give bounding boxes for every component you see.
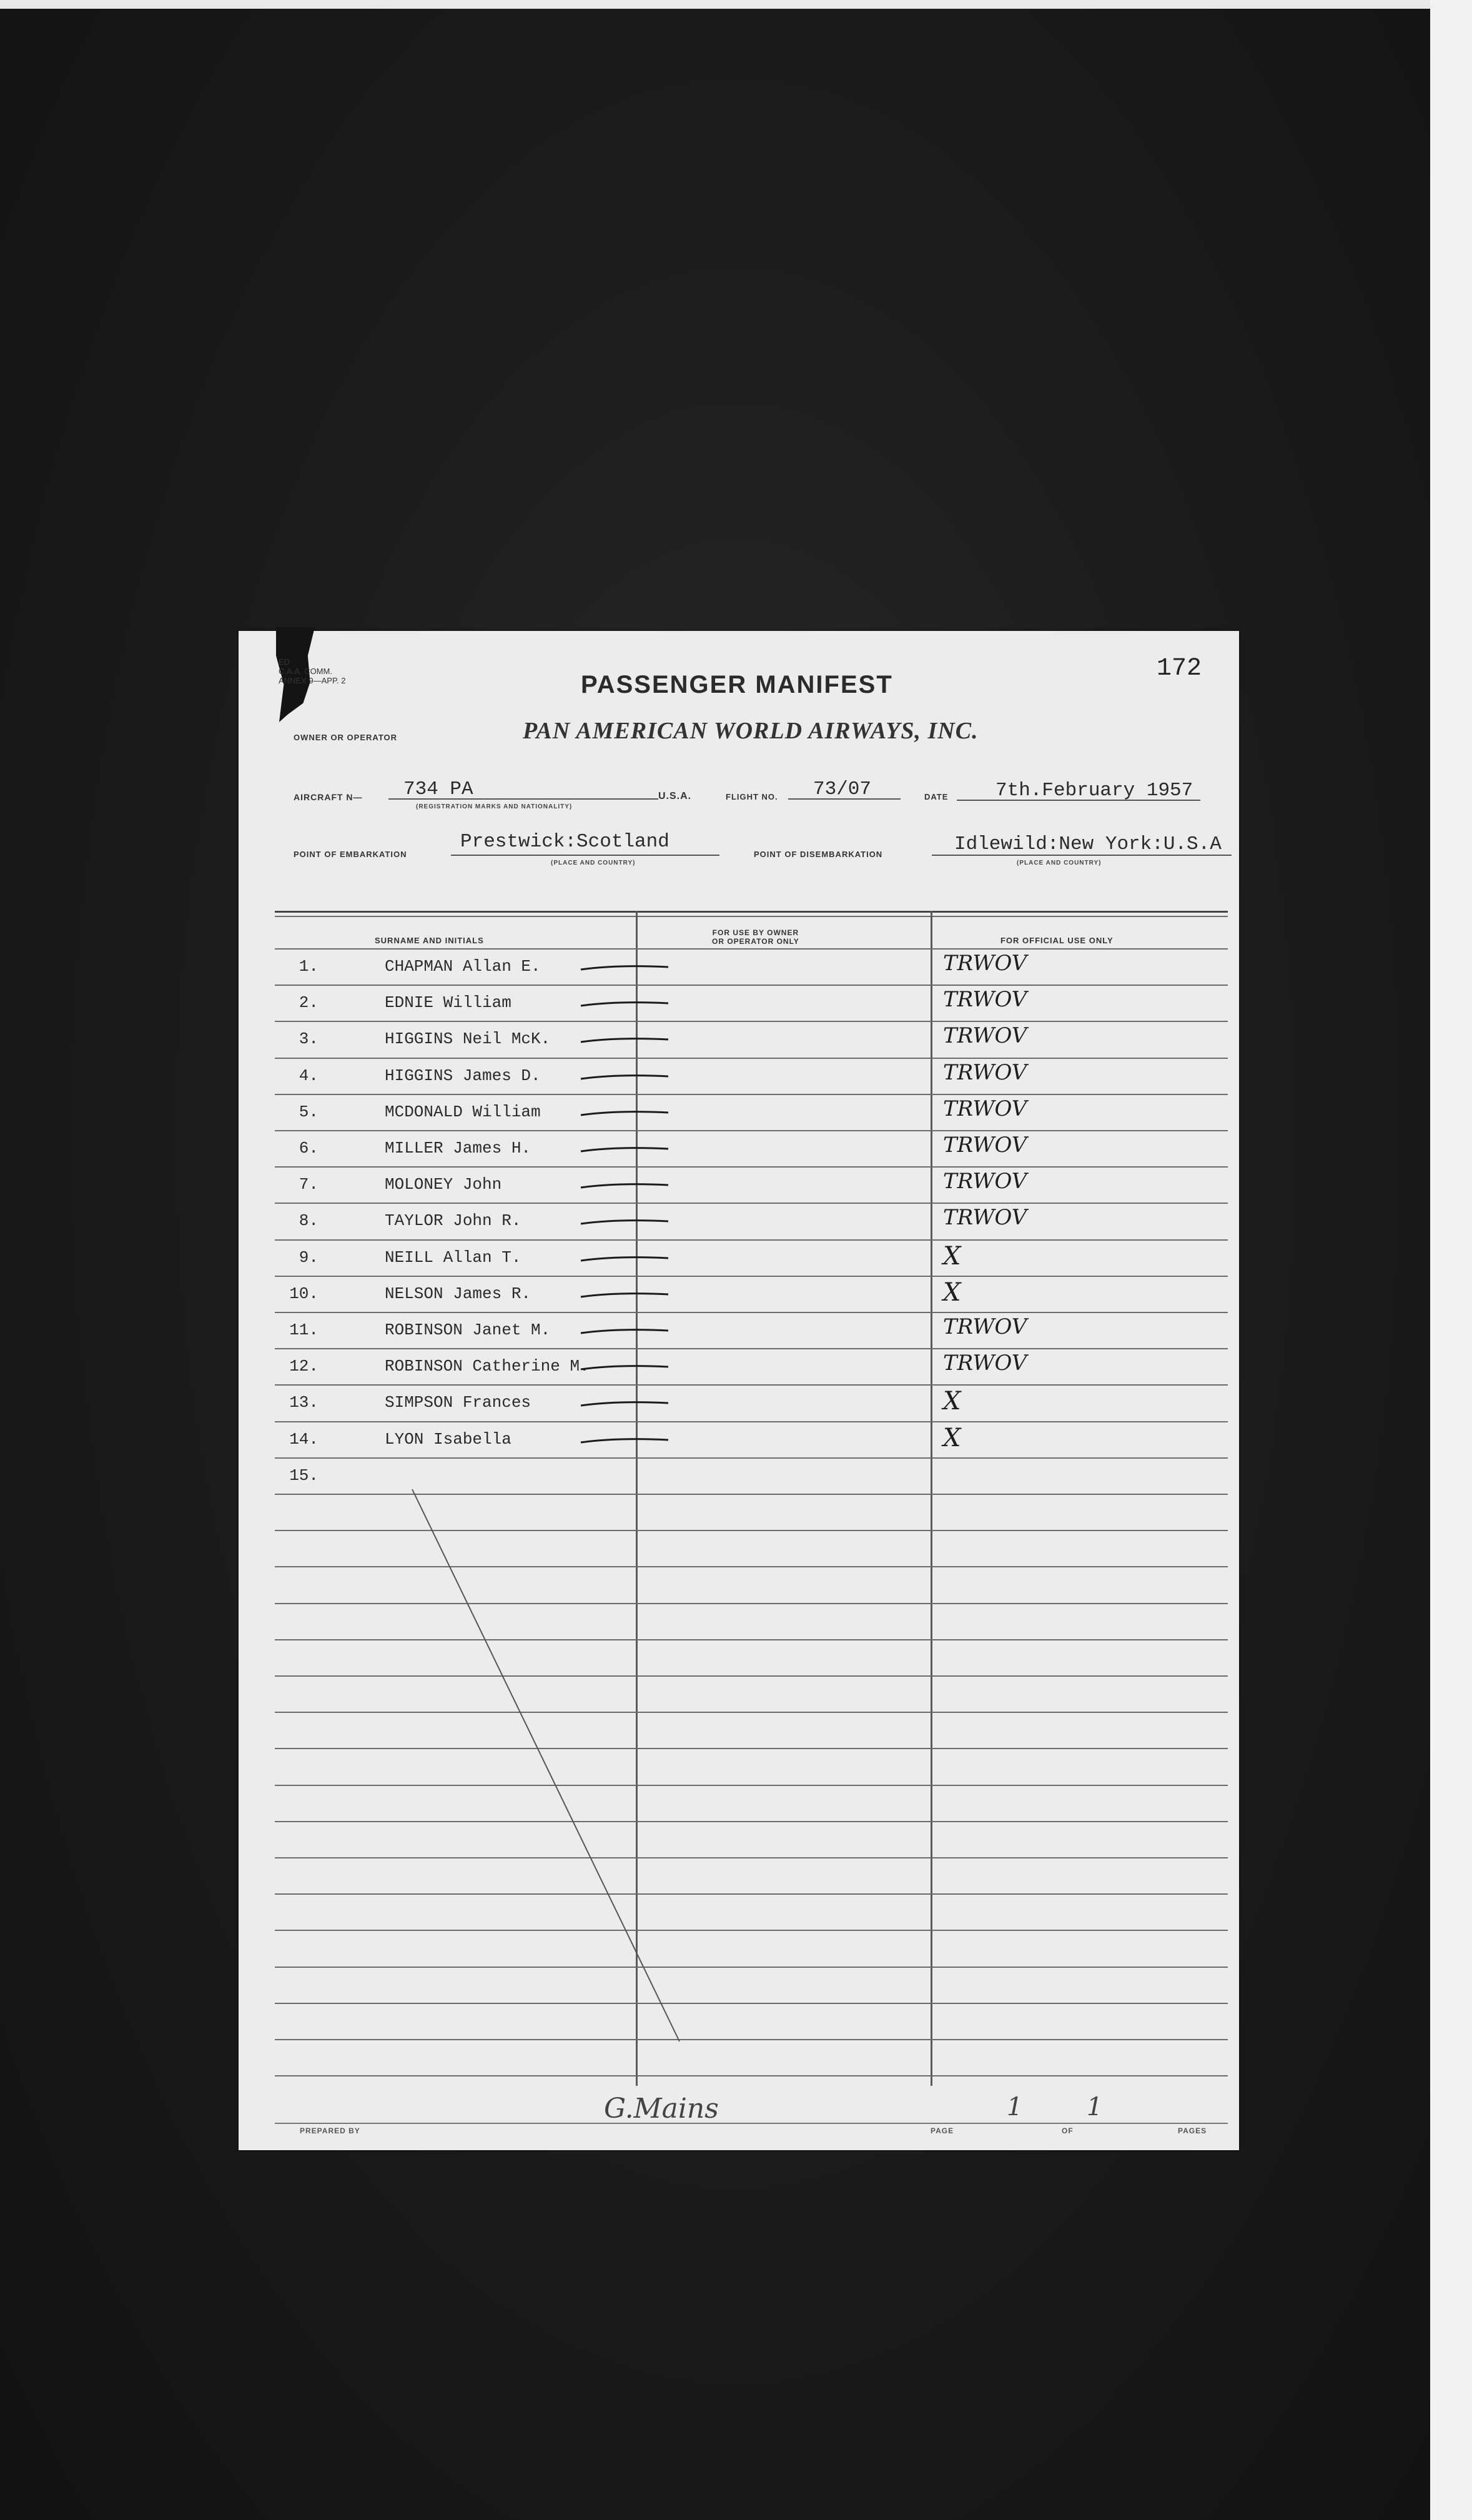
prepared-by-signature: G.Mains <box>604 2093 719 2125</box>
passenger-name: MCDONALD William <box>385 1102 541 1121</box>
scan-right-edge <box>1430 0 1472 2520</box>
passenger-table <box>275 911 1228 2086</box>
official-use-mark: TRWOV <box>943 1096 1027 1121</box>
embarkation-underline <box>451 855 719 856</box>
row-number: 1. <box>299 957 319 976</box>
page-label: PAGE <box>931 2126 954 2135</box>
aircraft-underline <box>388 798 658 800</box>
date-label: DATE <box>924 792 949 801</box>
embarkation-value: Prestwick:Scotland <box>460 831 669 853</box>
prepared-by-label: PREPARED BY <box>300 2126 360 2135</box>
official-use-mark: TRWOV <box>943 1059 1027 1085</box>
row-number: 6. <box>299 1139 319 1158</box>
flight-value: 73/07 <box>813 778 872 800</box>
flight-underline <box>788 798 901 800</box>
disembarkation-label: POINT OF DISEMBARKATION <box>754 850 883 859</box>
form-reference: ED C.A.A. COMM. ANNEX 9—APP. 2 <box>279 657 346 685</box>
date-value: 7th.February 1957 <box>995 780 1193 801</box>
embarkation-sublabel: (PLACE AND COUNTRY) <box>551 860 636 866</box>
official-use-mark: TRWOV <box>943 1351 1027 1376</box>
passenger-name: HIGGINS Neil McK. <box>385 1029 551 1049</box>
official-use-mark: TRWOV <box>943 1133 1027 1158</box>
row-number: 8. <box>299 1211 319 1231</box>
row-number: 14. <box>289 1429 319 1449</box>
row-number: 10. <box>289 1284 319 1303</box>
passenger-name: MILLER James H. <box>385 1139 531 1158</box>
row-number: 15. <box>289 1466 319 1485</box>
disembarkation-underline <box>932 855 1232 856</box>
page-number: 172 <box>1157 655 1202 683</box>
embarkation-label: POINT OF EMBARKATION <box>294 850 407 859</box>
scan-top-edge <box>0 0 1472 9</box>
column-header-owner-use: FOR USE BY OWNER OR OPERATOR ONLY <box>712 928 799 946</box>
passenger-name: ROBINSON Catherine M. <box>385 1357 590 1376</box>
passenger-name: ROBINSON Janet M. <box>385 1321 551 1339</box>
column-header-surname: SURNAME AND INITIALS <box>375 936 484 945</box>
official-use-mark: TRWOV <box>943 1314 1027 1339</box>
official-use-mark: X <box>943 1241 961 1271</box>
manifest-page <box>239 631 1239 2150</box>
passenger-name: NELSON James R. <box>385 1284 531 1303</box>
row-number: 12. <box>289 1357 319 1376</box>
row-number: 13. <box>289 1393 319 1412</box>
row-number: 9. <box>299 1248 319 1267</box>
column-header-official-use: FOR OFFICIAL USE ONLY <box>1000 936 1114 945</box>
disembarkation-sublabel: (PLACE AND COUNTRY) <box>1017 860 1102 866</box>
aircraft-sublabel: (REGISTRATION MARKS AND NATIONALITY) <box>416 803 573 810</box>
official-use-mark: TRWOV <box>943 987 1027 1013</box>
passenger-name: SIMPSON Frances <box>385 1393 531 1412</box>
official-use-mark: TRWOV <box>943 951 1027 976</box>
aircraft-value: 734 PA <box>403 778 473 800</box>
official-use-mark: TRWOV <box>943 1169 1027 1194</box>
row-number: 7. <box>299 1175 319 1194</box>
pages-label: PAGES <box>1178 2126 1207 2135</box>
usa-label: U.S.A. <box>658 791 692 801</box>
official-use-mark: X <box>943 1423 961 1452</box>
of-value: 1 <box>1087 2093 1103 2121</box>
official-use-mark: X <box>943 1277 961 1307</box>
row-number: 5. <box>299 1102 319 1121</box>
official-use-mark: TRWOV <box>943 1205 1027 1231</box>
page-title: PASSENGER MANIFEST <box>581 671 893 698</box>
date-underline <box>957 800 1200 801</box>
of-label: OF <box>1062 2126 1074 2135</box>
passenger-name: LYON Isabella <box>385 1429 511 1449</box>
passenger-name: MOLONEY John <box>385 1175 502 1194</box>
aircraft-label: AIRCRAFT N— <box>294 792 363 802</box>
page-value: 1 <box>1007 2093 1023 2121</box>
row-number: 2. <box>299 993 319 1013</box>
official-use-mark: X <box>943 1387 961 1416</box>
passenger-name: TAYLOR John R. <box>385 1211 521 1231</box>
passenger-name: NEILL Allan T. <box>385 1248 521 1267</box>
row-number: 3. <box>299 1029 319 1049</box>
passenger-name: HIGGINS James D. <box>385 1066 541 1085</box>
footer-underline <box>275 2123 1228 2124</box>
passenger-name: CHAPMAN Allan E. <box>385 957 541 976</box>
passenger-name: EDNIE William <box>385 993 511 1013</box>
owner-label: OWNER OR OPERATOR <box>294 733 398 742</box>
disembarkation-value: Idlewild:New York:U.S.A <box>954 833 1222 855</box>
flight-label: FLIGHT NO. <box>726 792 778 801</box>
row-number: 4. <box>299 1066 319 1085</box>
owner-value: PAN AMERICAN WORLD AIRWAYS, INC. <box>523 718 979 744</box>
void-diagonal-line <box>275 911 1228 2086</box>
row-number: 11. <box>289 1321 319 1339</box>
official-use-mark: TRWOV <box>943 1023 1027 1049</box>
